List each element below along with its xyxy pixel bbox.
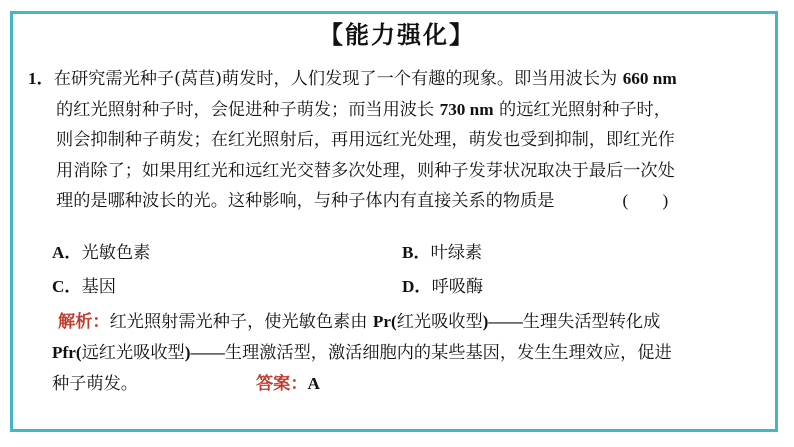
options-row-2	[52, 270, 772, 304]
question-line-1	[28, 64, 774, 95]
options-block	[52, 236, 772, 304]
option-text: 光敏色素	[81, 243, 151, 263]
analysis-text: 种子萌发。	[52, 374, 138, 394]
analysis-term-pr: Pr(	[372, 312, 397, 331]
question-text: 则会抑制种子萌发；在红光照射后，再用远红光处理，萌发也受到抑制，即红光作	[56, 130, 675, 150]
question-block	[28, 64, 774, 217]
answer-label: 答案：	[255, 374, 308, 394]
question-line-3	[28, 125, 774, 156]
analysis-line-2	[52, 337, 778, 368]
option-b	[402, 236, 482, 270]
option-letter: B．	[402, 243, 431, 262]
answer-blank: ( )	[622, 191, 669, 210]
option-letter: A．	[52, 243, 82, 262]
wavelength-red: 660 nm	[622, 69, 677, 88]
analysis-text: 生理失活型转化成	[522, 312, 661, 332]
question-line-4	[28, 156, 774, 187]
options-row-1	[52, 236, 772, 270]
wavelength-far-red: 730 nm	[439, 99, 494, 119]
option-letter: D．	[402, 277, 432, 296]
analysis-term-pfr: Pfr(	[52, 343, 82, 362]
question-text: 理的是哪种波长的光。这种影响，与种子体内有直接关系的物质是	[56, 191, 555, 211]
option-letter: C．	[52, 277, 82, 296]
question-line-5	[28, 186, 774, 217]
option-text: 叶绿素	[430, 243, 483, 263]
analysis-text: 红光照射需光种子，使光敏色素由	[109, 312, 373, 332]
answer-tag	[256, 368, 320, 400]
option-d	[402, 270, 483, 304]
analysis-line-1	[58, 306, 778, 337]
analysis-text: 远红光吸收型	[81, 343, 185, 363]
option-a	[52, 236, 150, 270]
answer-value: A	[307, 374, 320, 393]
analysis-text: 红光吸收型	[396, 312, 483, 332]
question-text: 的红光照射种子时，会促进种子萌发；而当用波长	[56, 99, 440, 120]
analysis-dash: )——	[184, 343, 225, 362]
question-number: 1．	[28, 69, 54, 88]
question-text: 用消除了；如果用红光和远红光交替多次处理，则种子发芽状况取决于最后一次处	[56, 160, 675, 181]
option-c	[52, 270, 116, 304]
option-text: 呼吸酶	[431, 277, 484, 297]
analysis-line-3	[52, 368, 778, 399]
question-text: 的远红光照射种子时，	[493, 99, 671, 120]
analysis-block	[52, 306, 778, 399]
question-line-2	[28, 95, 774, 126]
analysis-dash: )——	[482, 312, 523, 331]
analysis-text: 生理激活型，激活细胞内的某些基因，发生生理效应，促进	[224, 343, 672, 363]
question-text: 在研究需光种子(莴苣)萌发时，人们发现了一个有趣的现象。即当用波长为	[53, 69, 623, 89]
analysis-label: 解析：	[58, 312, 110, 332]
section-title: 【能力强化】	[319, 21, 475, 49]
option-text: 基因	[81, 277, 116, 297]
